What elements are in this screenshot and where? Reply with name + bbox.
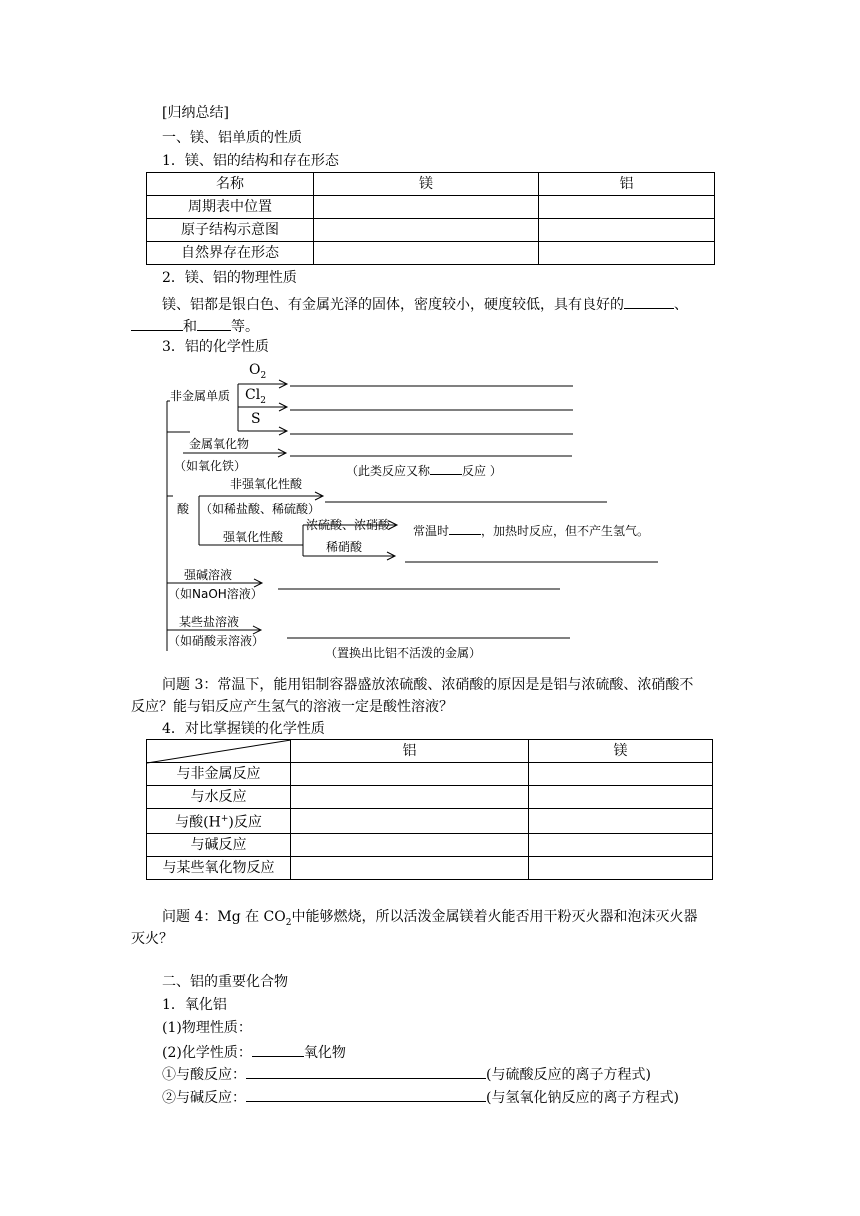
comparison-table [146, 739, 713, 880]
section1-sub4: 4．对比掌握镁的化学性质 [162, 721, 325, 737]
o2-label: O [249, 362, 261, 378]
table-cell [291, 763, 529, 786]
q4-sub: 2 [285, 917, 292, 928]
diagram-acid: 酸 [177, 502, 190, 516]
acid-label: 与酸(H [175, 814, 221, 831]
diagram-dilute-nitric: 稀硝酸 [326, 540, 363, 554]
room-temp-post: ，加热时反应，但不产生氢气。 [481, 524, 650, 538]
table-row [147, 740, 713, 763]
table-cell [529, 856, 713, 879]
diagram-note2: （置换出比铝不活泼的金属） [325, 646, 482, 660]
table-header: 镁 [314, 173, 539, 196]
section2-sub1: 1．氧化铝 [162, 997, 227, 1013]
question3-line1: 问题 3：常温下，能用铝制容器盛放浓硫酸、浓硝酸的原因是是铝与浓硫酸、浓硝酸不 [162, 677, 694, 693]
table-cell [291, 833, 529, 856]
diagram-conc-acids: 浓硫酸、浓硝酸 [306, 518, 391, 532]
diagram-metal-oxide: 金属氧化物 [189, 437, 250, 451]
question4-line1 [162, 908, 697, 932]
room-temp-pre: 常温时 [413, 524, 450, 538]
acid-pre: ①与酸反应： [162, 1067, 246, 1083]
diagram-nonox-acid: 非强氧化性酸 [230, 477, 303, 491]
chem-pre: (2)化学性质： [162, 1045, 252, 1061]
diagram-note1 [346, 462, 502, 480]
diagram-s: S [251, 411, 261, 427]
diagram-ox-acid: 强氧化性酸 [223, 530, 284, 544]
acid-post: (与硫酸反应的离子方程式) [486, 1067, 651, 1083]
diagram-metal-oxide-eg: （如氧化铁） [174, 459, 247, 473]
q4-pre: 问题 4：Mg 在 CO [162, 909, 286, 925]
base-post: (与氢氧化钠反应的离子方程式) [486, 1090, 679, 1106]
fill-blank [246, 1087, 486, 1102]
table-cell [291, 809, 529, 834]
diagonal-header-cell [147, 740, 291, 763]
fill-blank [252, 1042, 304, 1057]
table-row [147, 763, 713, 786]
section1-title: 一、镁、铝单质的性质 [162, 130, 302, 146]
diagram-room-temp [413, 522, 649, 540]
note1-post: 反应 ） [462, 464, 502, 478]
acid-sup: + [220, 814, 229, 824]
table-header: 铝 [291, 740, 529, 763]
section2-title: 二、铝的重要化合物 [162, 974, 288, 990]
diagram-strong-base-eg: （如NaOH溶液） [168, 587, 263, 601]
row-label: 与某些氧化物反应 [147, 856, 291, 879]
q4-post: 中能够燃烧，所以活泼金属镁着火能否用干粉灭火器和泡沫灭火器 [291, 909, 698, 925]
phys-text: 镁、铝都是银白色、有金属光泽的固体，密度较小，硬度较低，具有良好的 [162, 297, 624, 313]
fill-blank [449, 522, 481, 535]
diagram-cl2 [245, 386, 266, 410]
question3-line2: 反应？能与铝反应产生氢气的溶液一定是酸性溶液？ [131, 699, 453, 715]
row-label: 与水反应 [147, 786, 291, 809]
table-row [147, 786, 713, 809]
row-label: 与碱反应 [147, 833, 291, 856]
summary-heading: [归纳总结] [162, 105, 229, 121]
section2-phys: (1)物理性质： [162, 1020, 252, 1036]
table-row [147, 809, 713, 834]
diagram-nonmetal [170, 387, 230, 405]
row-label: 自然界存在形态 [147, 242, 314, 265]
table-header: 镁 [529, 740, 713, 763]
section1-sub1: 1．镁、铝的结构和存在形态 [162, 153, 339, 169]
phys-and: 和 [183, 319, 197, 335]
diagram-salt-eg: （如硝酸汞溶液） [168, 634, 265, 648]
acid-tail: )反应 [228, 814, 262, 831]
table-cell [291, 786, 529, 809]
question4-line2: 灭火？ [131, 931, 173, 947]
row-label: 与非金属反应 [147, 763, 291, 786]
table-cell [529, 809, 713, 834]
base-pre: ②与碱反应： [162, 1090, 246, 1106]
row-label [147, 809, 291, 834]
section2-base [162, 1087, 679, 1107]
fill-blank [246, 1064, 486, 1079]
nonmetal-label: 非金属单质 [170, 389, 231, 403]
table-header: 名称 [147, 173, 314, 196]
phys-end: 等。 [231, 319, 259, 335]
note1-pre: （此类反应又称 [346, 464, 431, 478]
chem-post: 氧化物 [303, 1045, 346, 1061]
section1-sub3: 3．铝的化学性质 [162, 339, 269, 355]
table-cell [291, 856, 529, 879]
diagram-o2 [249, 361, 266, 385]
section2-chem [162, 1042, 346, 1062]
phys-comma: 、 [674, 297, 688, 313]
fill-blank [430, 462, 462, 475]
diagram-nonox-acid-eg: （如稀盐酸、稀硫酸） [200, 502, 321, 516]
diagonal-line [147, 740, 291, 764]
cl2-subscript: 2 [260, 395, 266, 406]
section2-acid [162, 1064, 651, 1084]
diagram-strong-base: 强碱溶液 [184, 568, 233, 582]
table-header: 铝 [539, 173, 715, 196]
table-cell [529, 763, 713, 786]
o2-subscript: 2 [260, 370, 267, 381]
table-row [147, 856, 713, 879]
diagram-salt: 某些盐溶液 [179, 615, 240, 629]
row-label: 原子结构示意图 [147, 219, 314, 242]
section1-sub2: 2．镁、铝的物理性质 [162, 270, 297, 286]
cl2-label: Cl [245, 387, 261, 403]
table-cell [529, 833, 713, 856]
table-cell [529, 786, 713, 809]
row-label: 周期表中位置 [147, 196, 314, 219]
table-row [147, 833, 713, 856]
